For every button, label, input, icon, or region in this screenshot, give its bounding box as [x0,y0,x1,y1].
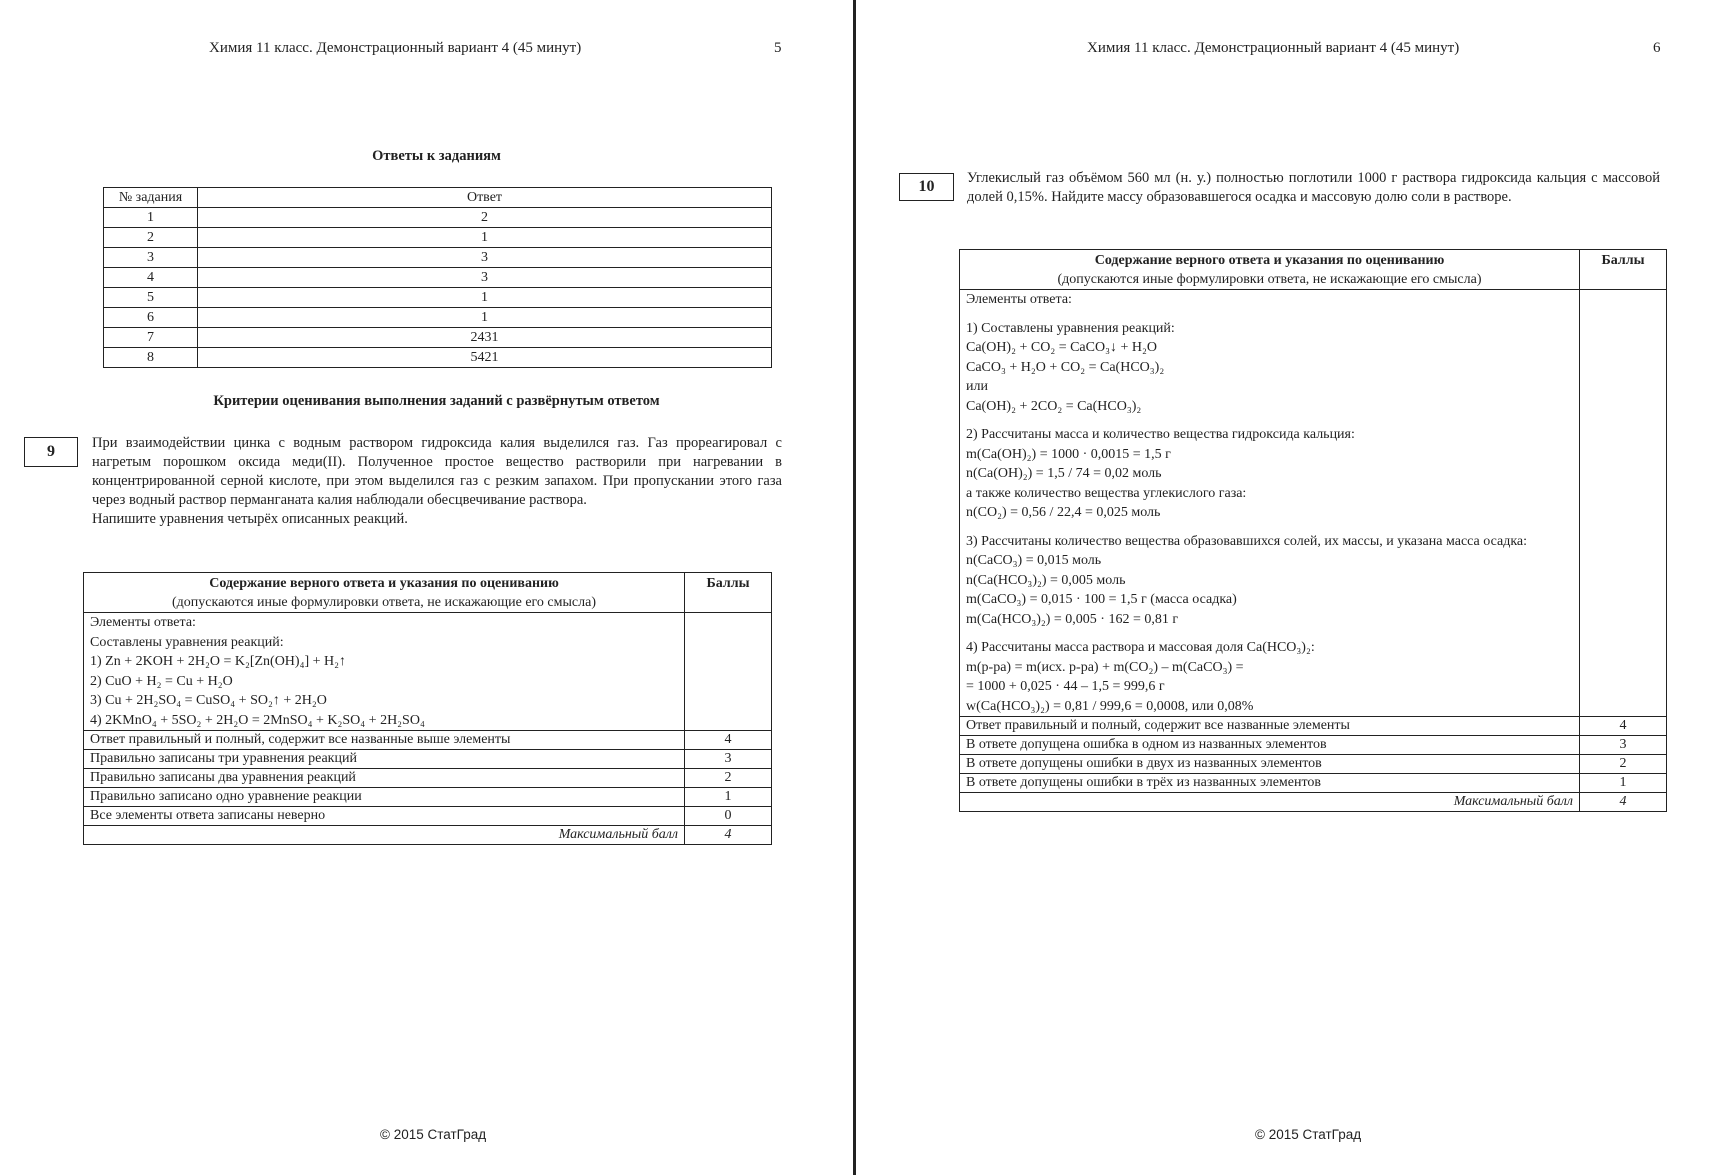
scoring-points: 1 [1580,774,1667,793]
criteria-title: Критерии оценивания выполнения заданий с развёрнутым ответом [213,393,660,409]
criteria-header-note: (допускаются иные формулировки ответа, не искажающие его смысла) [1057,272,1482,287]
criteria-header-row [84,573,772,613]
max-score-row [84,826,772,845]
equation: CaCO₃ + H₂O + CO₂ = Ca(HCO₃)₂ [966,359,1165,375]
points-header [1580,250,1667,290]
criteria-table [959,249,1667,812]
criteria-header [960,250,1580,290]
task-text [92,434,782,529]
task-number-cell: 3 [104,248,198,268]
answers-table [103,187,772,368]
scoring-points: 2 [685,769,772,788]
answer-cell: 2 [198,208,772,228]
column-header: Ответ [198,188,772,208]
elements-label: Элементы ответа: [90,615,196,630]
page-number: 6 [1653,40,1661,56]
scoring-text: В ответе допущена ошибка в одном из названных элементов [960,736,1580,755]
calculation: = 1000 + 0,025 · 44 – 1,5 = 999,6 г [966,679,1165,694]
elements-label: Элементы ответа: [966,292,1072,307]
scoring-points: 1 [685,788,772,807]
scoring-row [84,807,772,826]
table-row [104,248,772,268]
scoring-row [960,717,1667,736]
table-row [104,348,772,368]
table-row [104,328,772,348]
page-header: Химия 11 класс. Демонстрационный вариант 4 (45 минут) [209,40,582,56]
element-line: 1) Составлены уравнения реакций: [966,320,1175,336]
left-page [0,0,853,1175]
task-number-box: 10 [899,173,954,201]
calculation: n(Ca(OH)₂) = 1,5 / 74 = 0,02 моль [966,466,1162,481]
calculation: m(р-ра) = m(исх. р-ра) + m(CO₂) – m(CaCO₃) = [966,659,1244,675]
equation: 2) CuO + H₂ = Cu + H₂O [90,673,233,689]
criteria-table [83,572,772,845]
element-line: 4) Рассчитаны масса раствора и массовая доля Ca(HCO₃)₂: [966,640,1315,655]
max-score-label: Максимальный балл [960,793,1580,812]
points-header [685,573,772,613]
element-line: а также количество вещества углекислого газа: [966,485,1247,501]
scoring-row [84,731,772,750]
scoring-row [84,788,772,807]
answers-title: Ответы к заданиям [372,148,501,164]
equation: Ca(OH)₂ + CO₂ = CaCO₃↓ + H₂O [966,340,1157,355]
right-page [857,0,1710,1175]
element-line: или [966,379,988,394]
answer-cell: 1 [198,308,772,328]
table-row [104,288,772,308]
elements-intro: Составлены уравнения реакций: [90,634,284,650]
scoring-row [960,736,1667,755]
equation: Ca(OH)₂ + 2CO₂ = Ca(HCO₃)₂ [966,398,1142,414]
criteria-header-title: Содержание верного ответа и указания по оцениванию [209,576,559,591]
answer-cell: 1 [198,228,772,248]
page-header: Химия 11 класс. Демонстрационный вариант 4 (45 минут) [1087,40,1460,56]
max-score-value: 4 [685,826,772,845]
max-score-label: Максимальный балл [84,826,685,845]
points-cell [1580,290,1667,717]
answer-cell: 5421 [198,348,772,368]
calculation: w(Ca(HCO₃)₂) = 0,81 / 999,6 = 0,0008, или 0,08% [966,698,1254,714]
scoring-text: Ответ правильный и полный, содержит все названные выше элементы [84,731,685,750]
scoring-points: 4 [1580,717,1667,736]
answer-cell: 3 [198,248,772,268]
criteria-header-row [960,250,1667,290]
task-number-cell: 6 [104,308,198,328]
equation: 4) 2KMnO₄ + 5SO₂ + 2H₂O = 2MnSO₄ + K₂SO₄ + 2H₂SO₄ [90,712,425,728]
scoring-points: 4 [685,731,772,750]
criteria-header-title: Содержание верного ответа и указания по оцениванию [1094,253,1445,268]
equation: 3) Cu + 2H₂SO₄ = CuSO₄ + SO₂↑ + 2H₂O [90,693,327,708]
scoring-row [84,750,772,769]
calculation: n(CO₂) = 0,56 / 22,4 = 0,025 моль [966,505,1161,520]
task-instruction: Напишите уравнения четырёх описанных реакций. [92,511,408,527]
task-statement: Углекислый газ объёмом 560 мл (н. у.) полностью поглотили 1000 г раствора гидроксида кальция с массовой долей 0,15%. Найдите массу образовавшегося осадка и массовую долю соли в растворе. [967,170,1660,205]
answer-cell: 3 [198,268,772,288]
points-cell [685,613,772,731]
table-row [104,268,772,288]
page-number: 5 [774,40,782,56]
table-row [104,308,772,328]
answer-elements [84,613,685,731]
scoring-text: Ответ правильный и полный, содержит все названные элементы [960,717,1580,736]
answer-elements-row [960,290,1667,717]
calculation: m(Ca(HCO₃)₂) = 0,005 · 162 = 0,81 г [966,611,1179,627]
task-number-cell: 1 [104,208,198,228]
calculation: n(Ca(HCO₃)₂) = 0,005 моль [966,572,1126,588]
calculation: n(CaCO₃) = 0,015 моль [966,553,1102,568]
calculation: m(CaCO₃) = 0,015 · 100 = 1,5 г (масса осадка) [966,592,1237,607]
scoring-text: Правильно записаны два уравнения реакций [84,769,685,788]
points-header-label: Баллы [1601,253,1645,268]
answer-cell: 2431 [198,328,772,348]
table-row [104,228,772,248]
scoring-points: 3 [685,750,772,769]
task-number-cell: 4 [104,268,198,288]
answer-elements [960,290,1580,717]
scoring-text: Правильно записаны три уравнения реакций [84,750,685,769]
task-number-cell: 2 [104,228,198,248]
scoring-text: Все элементы ответа записаны неверно [84,807,685,826]
table-row [104,208,772,228]
page-footer: © 2015 СтатГрад [1255,1127,1362,1142]
scoring-row [960,774,1667,793]
scoring-points: 3 [1580,736,1667,755]
scoring-text: В ответе допущены ошибки в трёх из названных элементов [960,774,1580,793]
scoring-text: Правильно записано одно уравнение реакции [84,788,685,807]
scoring-text: В ответе допущены ошибки в двух из названных элементов [960,755,1580,774]
scoring-points: 0 [685,807,772,826]
table-header-row [104,188,772,208]
page-divider [853,0,856,1175]
task-number-box: 9 [24,437,78,467]
task-statement: При взаимодействии цинка с водным раствором гидроксида калия выделился газ. Газ прореагировал с нагретым порошком оксида меди(II). Полученное простое вещество растворили при нагревании в концентрированной серной кислоте, при этом выделился газ с резким запахом. При пропускании этого газа через водный раствор перманганата калия наблюдали обесцвечивание раствора. [92,435,782,508]
equation: 1) Zn + 2KOH + 2H₂O = K₂[Zn(OH)₄] + H₂↑ [90,654,347,669]
scoring-row [960,755,1667,774]
answer-cell: 1 [198,288,772,308]
task-number-cell: 7 [104,328,198,348]
task-number-cell: 8 [104,348,198,368]
criteria-header-note: (допускаются иные формулировки ответа, не искажающие его смысла) [172,595,596,610]
answer-elements-row [84,613,772,731]
max-score-value: 4 [1580,793,1667,812]
max-score-row [960,793,1667,812]
calculation: m(Ca(OH)₂) = 1000 · 0,0015 = 1,5 г [966,446,1171,462]
scoring-row [84,769,772,788]
points-header-label: Баллы [706,576,750,591]
task-number-cell: 5 [104,288,198,308]
page-footer: © 2015 СтатГрад [380,1127,487,1142]
element-line: 2) Рассчитаны масса и количество вещества гидроксида кальция: [966,427,1355,442]
column-header: № задания [104,188,198,208]
element-line: 3) Рассчитаны количество вещества образовавшихся солей, их массы, и указана масса осадка: [966,533,1528,549]
scoring-points: 2 [1580,755,1667,774]
criteria-header [84,573,685,613]
